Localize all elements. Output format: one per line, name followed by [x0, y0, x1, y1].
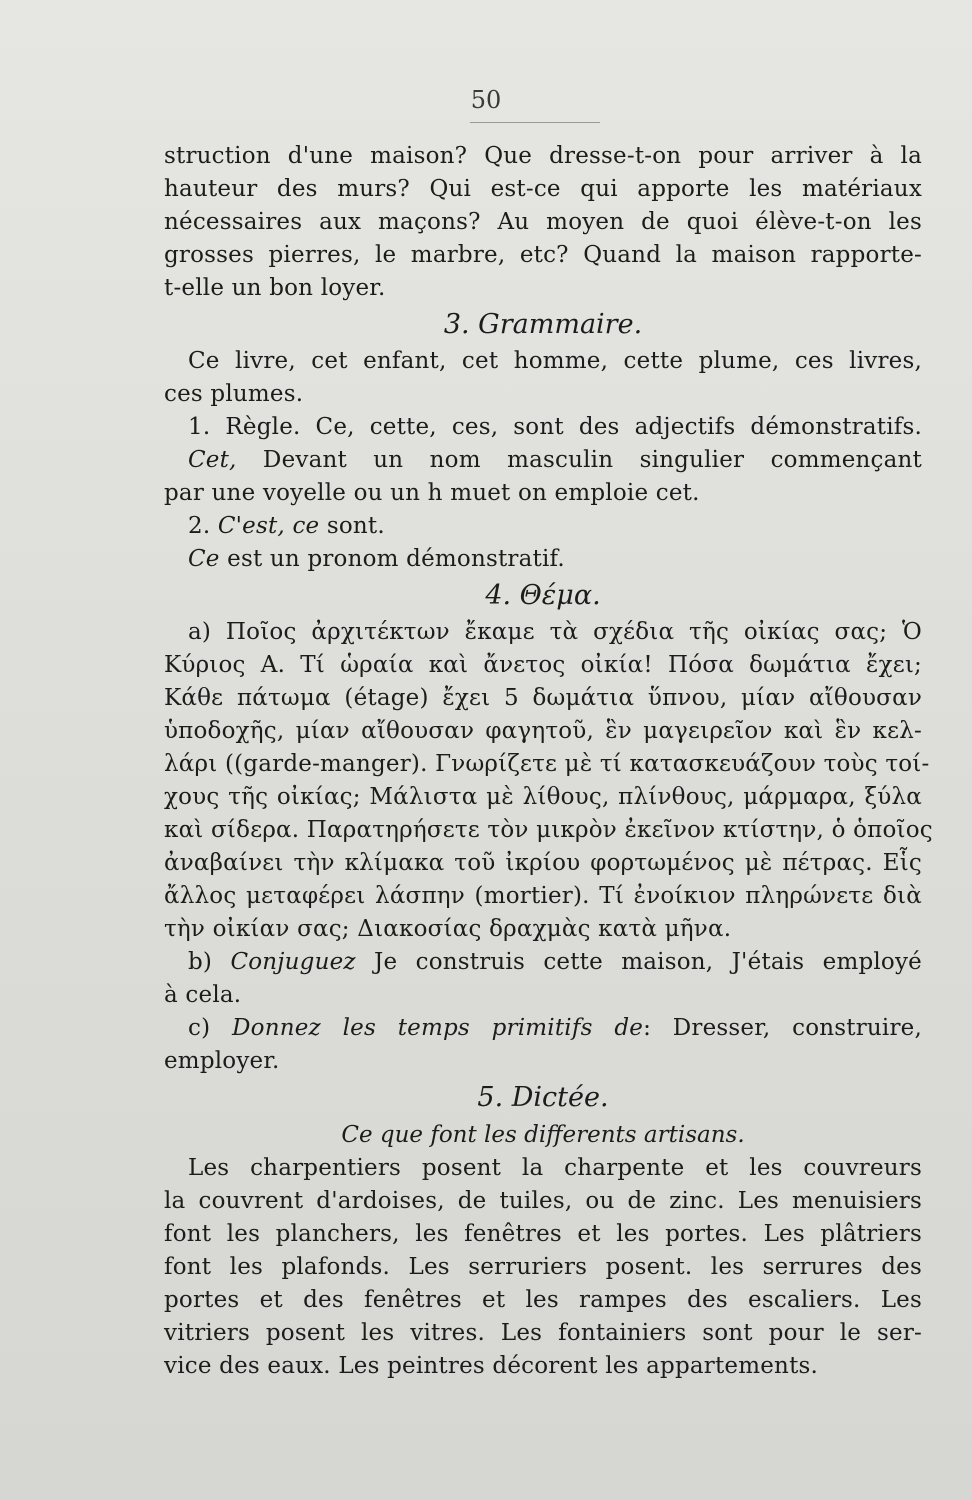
exercise-c: [164, 1012, 922, 1045]
text-line: vitriers posent les vitres. Les fontainiers sont pour le ser-: [164, 1320, 922, 1346]
text-line: à cela.: [164, 982, 242, 1008]
emphasis: Ce: [188, 546, 220, 572]
text-line: portes et des fenêtres et les rampes des escaliers. Les: [164, 1287, 922, 1313]
text-span: Devant un nom masculin singulier commençant: [236, 447, 922, 473]
text-line: employer.: [164, 1048, 280, 1074]
text-span: est un pronom démonstratif.: [219, 546, 565, 572]
greek-line: ὑποδοχῆς, μίαν αἴθουσαν φαγητοῦ, ἓν μαγειρεῖον καὶ ἓν κελ-: [164, 718, 922, 744]
text-line: Ce livre, cet enfant, cet homme, cette plume, ces livres,: [188, 348, 922, 374]
greek-line: τὴν οἰκίαν σας; Διακοσίας δραχμὰς κατὰ μῆνα.: [164, 916, 732, 942]
dictation-subtitle: Ce que font les differents artisans.: [341, 1122, 745, 1148]
text-span: Je construis cette maison, J'étais employé: [355, 949, 922, 975]
text-line: font les plafonds. Les serruriers posent. les serrures des: [164, 1254, 922, 1280]
greek-line: a) Ποῖος ἀρχιτέκτων ἔκαμε τὰ σχέδια τῆς οἰκίας σας; Ὁ: [188, 619, 922, 645]
text-span: c): [188, 1015, 232, 1041]
emphasis: Donnez les temps primitifs de: [232, 1015, 644, 1041]
emphasis: C'est, ce: [217, 513, 320, 539]
greek-line: καὶ σίδερα. Παρατηρήσετε τὸν μικρὸν ἐκεῖνον κτίστην, ὁ ὁποῖος: [164, 817, 933, 843]
text-span: b): [188, 949, 231, 975]
theme-heading: 4. Θέμα.: [485, 580, 601, 611]
page-number: 50: [470, 86, 502, 114]
greek-line: Κύριος Α. Τί ὡραία καὶ ἄνετος οἰκία! Πόσα δωμάτια ἔχει;: [164, 652, 922, 678]
text-line: t-elle un bon loyer.: [164, 275, 386, 301]
greek-line: ἄλλος μεταφέρει λάσπην (mortier). Τί ἐνοίκιον πληρώνετε διὰ: [164, 883, 922, 909]
header-rule: [470, 122, 600, 123]
greek-line: χους τῆς οἰκίας; Μάλιστα μὲ λίθους, πλίνθους, μάρμαρα, ξύλα: [164, 784, 922, 810]
exercise-b: [164, 946, 922, 979]
greek-line: λάρι ((garde-manger). Γνωρίζετε μὲ τί κατασκευάζουν τοὺς τοί-: [164, 751, 930, 777]
greek-line: Κάθε πάτωμα (étage) ἔχει 5 δωμάτια ὕπνου, μίαν αἴθουσαν: [164, 685, 922, 711]
text-span: 2.: [188, 513, 218, 539]
text-line: la couvrent d'ardoises, de tuiles, ou de zinc. Les menuisiers: [164, 1188, 922, 1214]
text-line: [164, 543, 922, 576]
text-line: nécessaires aux maçons? Au moyen de quoi élève-t-on les: [164, 209, 922, 235]
text-line: grosses pierres, le marbre, etc? Quand la maison rapporte-: [164, 242, 922, 268]
text-line: [164, 510, 922, 543]
text-line: hauteur des murs? Qui est-ce qui apporte les matériaux: [164, 176, 922, 202]
emphasis: Cet,: [188, 447, 237, 473]
greek-line: ἀναβαίνει τὴν κλίμακα τοῦ ἰκρίου φορτωμένος μὲ πέτρας. Εἷς: [164, 850, 922, 876]
text-line: [164, 444, 922, 477]
text-line: font les planchers, les fenêtres et les portes. Les plâtriers: [164, 1221, 922, 1247]
text-line: par une voyelle ou un h muet on emploie cet.: [164, 480, 700, 506]
text-span: sont.: [319, 513, 385, 539]
text-line: vice des eaux. Les peintres décorent les appartements.: [164, 1353, 819, 1379]
emphasis: Conjuguez: [230, 949, 356, 975]
text-span: : Dresser, construire,: [643, 1015, 923, 1041]
rule-line: 1. Règle. Ce, cette, ces, sont des adjectifs démonstratifs.: [188, 414, 922, 440]
text-line: ces plumes.: [164, 381, 304, 407]
page-text: [164, 140, 933, 1383]
dictation-heading: 5. Dictée.: [477, 1082, 609, 1113]
grammar-heading: 3. Grammaire.: [443, 309, 643, 340]
text-line: Les charpentiers posent la charpente et les couvreurs: [188, 1155, 922, 1181]
text-line: struction d'une maison? Que dresse-t-on pour arriver à la: [164, 143, 922, 169]
